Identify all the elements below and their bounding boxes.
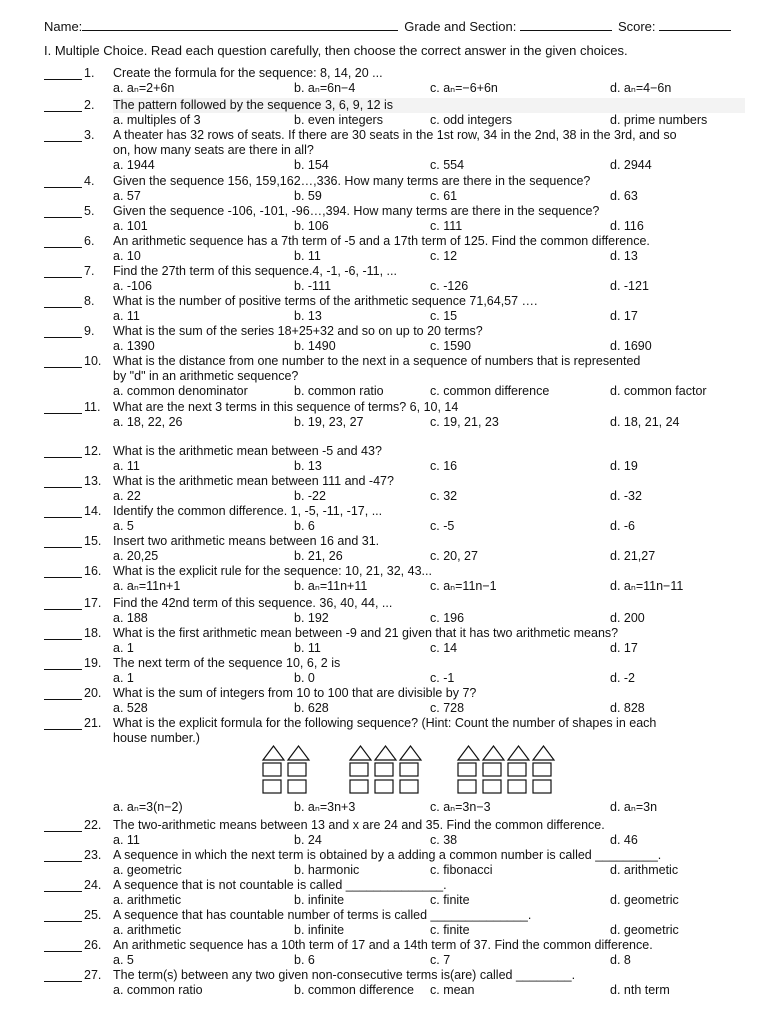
house-group-3	[458, 746, 554, 793]
choice-d[interactable]: d. 46	[610, 833, 638, 847]
choice-a[interactable]: a. -106	[113, 279, 152, 293]
question-number: 20.	[84, 686, 102, 700]
question-stem-continued: house number.)	[113, 731, 200, 745]
choice-d[interactable]: d. 200	[610, 611, 645, 625]
choice-c[interactable]: c. finite	[430, 893, 470, 907]
question-stem: A sequence that is not countable is called ______________.	[113, 878, 447, 892]
question-stem: Find the 27th term of this sequence.4, -1, -6, -11, ...	[113, 264, 397, 278]
instructions: I. Multiple Choice. Read each question carefully, then choose the correct answer in the given choices.	[44, 43, 628, 58]
question-8	[0, 294, 768, 324]
question-stem: What is the arithmetic mean between 111 and -47?	[113, 474, 394, 488]
choice-b[interactable]: b. 6	[294, 953, 315, 967]
question-number: 11.	[84, 400, 101, 414]
choice-a[interactable]: a. multiples of 3	[113, 113, 201, 127]
score-label: Score:	[617, 19, 656, 34]
question-7	[0, 264, 768, 294]
wall-square	[375, 780, 393, 793]
question-24	[0, 878, 768, 908]
question-stem: A sequence that has countable number of terms is called ______________.	[113, 908, 532, 922]
question-20	[0, 686, 768, 716]
question-27	[0, 968, 768, 998]
choice-b[interactable]: b. 6	[294, 519, 315, 533]
choice-d[interactable]: d. aₙ=3n	[610, 800, 658, 814]
question-number: 12.	[84, 444, 102, 458]
choice-b[interactable]: b. common difference	[294, 983, 414, 997]
question-stem: The two-arithmetic means between 13 and x are 24 and 35. Find the common difference.	[113, 818, 605, 832]
question-stem: An arithmetic sequence has a 7th term of -5 and a 17th term of 125. Find the common difference.	[113, 234, 650, 248]
choice-d[interactable]: d. prime numbers	[610, 113, 708, 127]
choice-c[interactable]: c. 20, 27	[430, 549, 478, 563]
question-10	[0, 354, 768, 399]
choice-a[interactable]: a. 11	[113, 833, 140, 847]
answer-blank[interactable]	[44, 128, 82, 142]
roof-triangle	[508, 746, 529, 760]
question-stem: Identify the common difference. 1, -5, -11, -17, ...	[113, 504, 383, 518]
answer-blank[interactable]	[44, 848, 82, 862]
answer-blank[interactable]	[44, 234, 82, 248]
answer-blank[interactable]	[44, 324, 82, 338]
choice-a[interactable]: a. aₙ=2+6n	[113, 81, 175, 95]
choice-c[interactable]: c. 38	[430, 833, 458, 847]
question-number: 3.	[84, 128, 95, 142]
choice-a[interactable]: a. common denominator	[113, 384, 248, 398]
wall-square	[533, 780, 551, 793]
question-13	[0, 474, 768, 504]
question-stem: The next term of the sequence 10, 6, 2 is	[113, 656, 341, 670]
question-stem: Given the sequence 156, 159,162…,336. How many terms are there in the sequence?	[113, 174, 591, 188]
answer-blank[interactable]	[44, 204, 82, 218]
answer-blank[interactable]	[44, 98, 82, 112]
roof-triangle	[483, 746, 504, 760]
roof-triangle	[533, 746, 554, 760]
question-number: 10.	[84, 354, 102, 368]
choice-a[interactable]: a. common ratio	[113, 983, 203, 997]
choice-d[interactable]: d. aₙ=11n−11	[610, 579, 684, 593]
answer-blank[interactable]	[44, 596, 82, 610]
question-number: 26.	[84, 938, 102, 952]
question-stem: What is the explicit formula for the following sequence? (Hint: Count the number of shapes in each	[113, 716, 657, 730]
choice-b[interactable]: b. 1490	[294, 339, 336, 353]
choice-c[interactable]: c. 32	[430, 489, 458, 503]
choice-c[interactable]: c. 61	[430, 189, 458, 203]
wall-square	[400, 780, 418, 793]
question-stem: What is the explicit rule for the sequence: 10, 21, 32, 43...	[113, 564, 432, 578]
choice-a[interactable]: a. 18, 22, 26	[113, 415, 183, 429]
choice-d[interactable]: d. -32	[610, 489, 642, 503]
question-number: 18.	[84, 626, 102, 640]
choice-a[interactable]: a. 20,25	[113, 549, 159, 563]
question-number: 7.	[84, 264, 95, 278]
roof-triangle	[400, 746, 421, 760]
choice-c[interactable]: c. aₙ=−6+6n	[430, 81, 498, 95]
roof-triangle	[350, 746, 371, 760]
question-16	[0, 564, 768, 594]
wall-square	[288, 780, 306, 793]
choice-b[interactable]: b. 628	[294, 701, 329, 715]
question-6	[0, 234, 768, 264]
answer-blank[interactable]	[44, 656, 82, 670]
choice-a[interactable]: a. 188	[113, 611, 148, 625]
choice-a[interactable]: a. 11	[113, 459, 140, 473]
question-number: 5.	[84, 204, 95, 218]
choice-c[interactable]: c. 554	[430, 158, 465, 172]
roof-triangle	[288, 746, 309, 760]
answer-blank[interactable]	[44, 686, 82, 700]
answer-blank[interactable]	[44, 908, 82, 922]
choice-b[interactable]: b. 192	[294, 611, 329, 625]
score-field[interactable]	[659, 18, 731, 31]
answer-blank[interactable]	[44, 626, 82, 640]
question-stem: What is the first arithmetic mean between -9 and 21 given that it has two arithmetic means?	[113, 626, 619, 640]
choice-b[interactable]: b. 106	[294, 219, 329, 233]
question-17	[0, 596, 768, 626]
question-stem: Insert two arithmetic means between 16 and 31.	[113, 534, 380, 548]
choice-a[interactable]: a. 1944	[113, 158, 155, 172]
choice-b[interactable]: b. -111	[294, 279, 332, 293]
grade-section-field[interactable]	[520, 18, 612, 31]
choice-d[interactable]: d. 17	[610, 641, 638, 655]
question-number: 14.	[84, 504, 102, 518]
name-field[interactable]	[82, 18, 398, 31]
choice-d[interactable]: d. geometric	[610, 893, 679, 907]
question-9	[0, 324, 768, 354]
question-number: 25.	[84, 908, 102, 922]
question-number: 16.	[84, 564, 102, 578]
choice-c[interactable]: c. odd integers	[430, 113, 512, 127]
choice-b[interactable]: b. infinite	[294, 923, 345, 937]
question-1	[0, 66, 768, 96]
question-stem: A sequence in which the next term is obtained by a adding a common number is called _________.	[113, 848, 662, 862]
choice-d[interactable]: d. nth term	[610, 983, 670, 997]
answer-blank[interactable]	[44, 504, 82, 518]
choice-a[interactable]: a. 1	[113, 641, 134, 655]
choice-b[interactable]: b. 154	[294, 158, 329, 172]
choice-a[interactable]: a. 1	[113, 671, 134, 685]
question-number: 22.	[84, 818, 102, 832]
name-label: Name:	[44, 19, 83, 34]
choice-c[interactable]: c. fibonacci	[430, 863, 493, 877]
wall-square	[458, 763, 476, 776]
answer-blank[interactable]	[44, 444, 82, 458]
answer-blank[interactable]	[44, 716, 82, 730]
choice-d[interactable]: d. 2944	[610, 158, 652, 172]
question-15	[0, 534, 768, 564]
wall-square	[375, 763, 393, 776]
question-number: 2.	[84, 98, 95, 112]
roof-triangle	[375, 746, 396, 760]
question-number: 8.	[84, 294, 95, 308]
choice-a[interactable]: a. 528	[113, 701, 148, 715]
wall-square	[263, 780, 281, 793]
answer-blank[interactable]	[44, 400, 82, 414]
choice-b[interactable]: b. 13	[294, 459, 322, 473]
choice-c[interactable]: c. aₙ=11n−1	[430, 579, 497, 593]
question-14	[0, 504, 768, 534]
answer-blank[interactable]	[44, 174, 82, 188]
choice-c[interactable]: c. -1	[430, 671, 455, 685]
question-stem: What is the sum of the series 18+25+32 and so on up to 20 terms?	[113, 324, 483, 338]
question-number: 15.	[84, 534, 102, 548]
answer-blank[interactable]	[44, 534, 82, 548]
choice-b[interactable]: b. 0	[294, 671, 315, 685]
choice-b[interactable]: b. aₙ=6n−4	[294, 81, 356, 95]
question-stem: What is the arithmetic mean between -5 and 43?	[113, 444, 382, 458]
question-stem: A theater has 32 rows of seats. If there are 30 seats in the 1st row, 34 in the 2nd, 38 in the 3rd, and so	[113, 128, 677, 142]
choice-d[interactable]: d. 1690	[610, 339, 652, 353]
choice-a[interactable]: a. aₙ=3(n−2)	[113, 800, 183, 814]
answer-blank[interactable]	[44, 564, 82, 578]
choice-b[interactable]: b. 19, 23, 27	[294, 415, 364, 429]
choice-c[interactable]: c. -126	[430, 279, 469, 293]
choice-a[interactable]: a. 22	[113, 489, 141, 503]
question-25	[0, 908, 768, 938]
question-22	[0, 818, 768, 848]
question-number: 27.	[84, 968, 102, 982]
choice-d[interactable]: d. 13	[610, 249, 638, 263]
question-stem: Create the formula for the sequence: 8, 14, 20 ...	[113, 66, 383, 80]
question-stem: Find the 42nd term of this sequence. 36, 40, 44, ...	[113, 596, 393, 610]
question-21	[0, 716, 768, 814]
question-stem: An arithmetic sequence has a 10th term of 17 and a 14th term of 37. Find the common difference.	[113, 938, 653, 952]
choice-c[interactable]: c. 12	[430, 249, 458, 263]
choice-d[interactable]: d. common factor	[610, 384, 707, 398]
question-number: 17.	[84, 596, 102, 610]
question-stem: What is the number of positive terms of the arithmetic sequence 71,64,57 ….	[113, 294, 538, 308]
wall-square	[508, 763, 526, 776]
answer-blank[interactable]	[44, 474, 82, 488]
question-stem: What is the sum of integers from 10 to 100 that are divisible by 7?	[113, 686, 477, 700]
choice-b[interactable]: b. aₙ=3n+3	[294, 800, 356, 814]
wall-square	[350, 763, 368, 776]
choice-a[interactable]: a. 57	[113, 189, 141, 203]
choice-d[interactable]: d. 828	[610, 701, 645, 715]
choice-d[interactable]: d. -2	[610, 671, 636, 685]
choice-c[interactable]: c. 196	[430, 611, 465, 625]
choice-d[interactable]: d. geometric	[610, 923, 679, 937]
question-2	[0, 98, 768, 128]
choice-c[interactable]: c. aₙ=3n−3	[430, 800, 491, 814]
question-number: 19.	[84, 656, 102, 670]
wall-square	[483, 780, 501, 793]
choice-c[interactable]: c. -5	[430, 519, 455, 533]
choice-a[interactable]: a. 11	[113, 309, 140, 323]
choice-d[interactable]: d. aₙ=4−6n	[610, 81, 672, 95]
answer-blank[interactable]	[44, 294, 82, 308]
choice-c[interactable]: c. 14	[430, 641, 458, 655]
choice-c[interactable]: c. common difference	[430, 384, 550, 398]
house-pattern-figure	[0, 744, 768, 798]
wall-square	[263, 763, 281, 776]
question-26	[0, 938, 768, 968]
wall-square	[508, 780, 526, 793]
choice-a[interactable]: a. arithmetic	[113, 923, 182, 937]
choice-d[interactable]: d. 21,27	[610, 549, 656, 563]
choice-b[interactable]: b. harmonic	[294, 863, 360, 877]
question-number: 4.	[84, 174, 95, 188]
question-number: 23.	[84, 848, 102, 862]
house-group-1	[263, 746, 309, 793]
house-group-2	[350, 746, 421, 793]
choice-a[interactable]: a. 10	[113, 249, 141, 263]
choice-a[interactable]: a. 5	[113, 519, 134, 533]
roof-triangle	[263, 746, 284, 760]
choice-a[interactable]: a. 5	[113, 953, 134, 967]
question-stem-continued: by "d" in an arithmetic sequence?	[113, 369, 299, 383]
question-number: 9.	[84, 324, 95, 338]
answer-blank[interactable]	[44, 264, 82, 278]
choice-b[interactable]: b. infinite	[294, 893, 345, 907]
answer-blank[interactable]	[44, 818, 82, 832]
question-12	[0, 444, 768, 474]
choice-c[interactable]: c. finite	[430, 923, 470, 937]
choice-a[interactable]: a. arithmetic	[113, 893, 182, 907]
question-stem: What are the next 3 terms in this sequence of terms? 6, 10, 14	[113, 400, 459, 414]
wall-square	[483, 763, 501, 776]
answer-blank[interactable]	[44, 938, 82, 952]
choice-b[interactable]: b. common ratio	[294, 384, 384, 398]
question-number: 24.	[84, 878, 102, 892]
answer-blank[interactable]	[44, 968, 82, 982]
choice-c[interactable]: c. 16	[430, 459, 458, 473]
choice-c[interactable]: c. mean	[430, 983, 475, 997]
roof-triangle	[458, 746, 479, 760]
choice-d[interactable]: d. -6	[610, 519, 636, 533]
question-11	[0, 400, 768, 430]
wall-square	[533, 763, 551, 776]
question-stem: What is the distance from one number to the next in a sequence of numbers that is represented	[113, 354, 641, 368]
answer-blank[interactable]	[44, 66, 82, 80]
choice-a[interactable]: a. geometric	[113, 863, 182, 877]
choice-b[interactable]: b. even integers	[294, 113, 383, 127]
choice-b[interactable]: b. 24	[294, 833, 322, 847]
wall-square	[400, 763, 418, 776]
question-19	[0, 656, 768, 686]
choice-b[interactable]: b. 11	[294, 249, 321, 263]
choice-a[interactable]: a. 101	[113, 219, 148, 233]
choice-a[interactable]: a. aₙ=11n+1	[113, 579, 181, 593]
question-stem: The term(s) between any two given non-consecutive terms is(are) called ________.	[113, 968, 576, 982]
answer-blank[interactable]	[44, 878, 82, 892]
choice-b[interactable]: b. 13	[294, 309, 322, 323]
wall-square	[288, 763, 306, 776]
question-4	[0, 174, 768, 204]
question-stem: The pattern followed by the sequence 3, 6, 9, 12 is	[113, 98, 745, 113]
choice-c[interactable]: c. 728	[430, 701, 465, 715]
choice-c[interactable]: c. 19, 21, 23	[430, 415, 499, 429]
choice-c[interactable]: c. 111	[430, 219, 463, 233]
question-stem: Given the sequence -106, -101, -96…,394. How many terms are there in the sequence?	[113, 204, 600, 218]
choice-b[interactable]: b. 21, 26	[294, 549, 343, 563]
choice-c[interactable]: c. 15	[430, 309, 458, 323]
wall-square	[458, 780, 476, 793]
choice-a[interactable]: a. 1390	[113, 339, 155, 353]
grade-section-label: Grade and Section:	[404, 19, 517, 34]
question-5	[0, 204, 768, 234]
choice-d[interactable]: d. 63	[610, 189, 638, 203]
choice-d[interactable]: d. 116	[610, 219, 644, 233]
question-number: 6.	[84, 234, 95, 248]
choice-d[interactable]: d. -121	[610, 279, 649, 293]
question-18	[0, 626, 768, 656]
question-number: 13.	[84, 474, 102, 488]
answer-blank[interactable]	[44, 354, 82, 368]
question-number: 21.	[84, 716, 102, 730]
choice-b[interactable]: b. 59	[294, 189, 322, 203]
choice-b[interactable]: b. -22	[294, 489, 326, 503]
choice-d[interactable]: d. 17	[610, 309, 638, 323]
header-row	[44, 18, 744, 34]
choice-d[interactable]: d. 8	[610, 953, 631, 967]
question-stem-continued: on, how many seats are there in all?	[113, 143, 314, 157]
question-23	[0, 848, 768, 878]
choice-d[interactable]: d. 18, 21, 24	[610, 415, 680, 429]
choice-d[interactable]: d. 19	[610, 459, 638, 473]
choice-b[interactable]: b. 11	[294, 641, 321, 655]
wall-square	[350, 780, 368, 793]
choice-d[interactable]: d. arithmetic	[610, 863, 679, 877]
question-3	[0, 128, 768, 173]
choice-c[interactable]: c. 7	[430, 953, 451, 967]
choice-b[interactable]: b. aₙ=11n+11	[294, 579, 368, 593]
choice-c[interactable]: c. 1590	[430, 339, 472, 353]
question-number: 1.	[84, 66, 95, 80]
